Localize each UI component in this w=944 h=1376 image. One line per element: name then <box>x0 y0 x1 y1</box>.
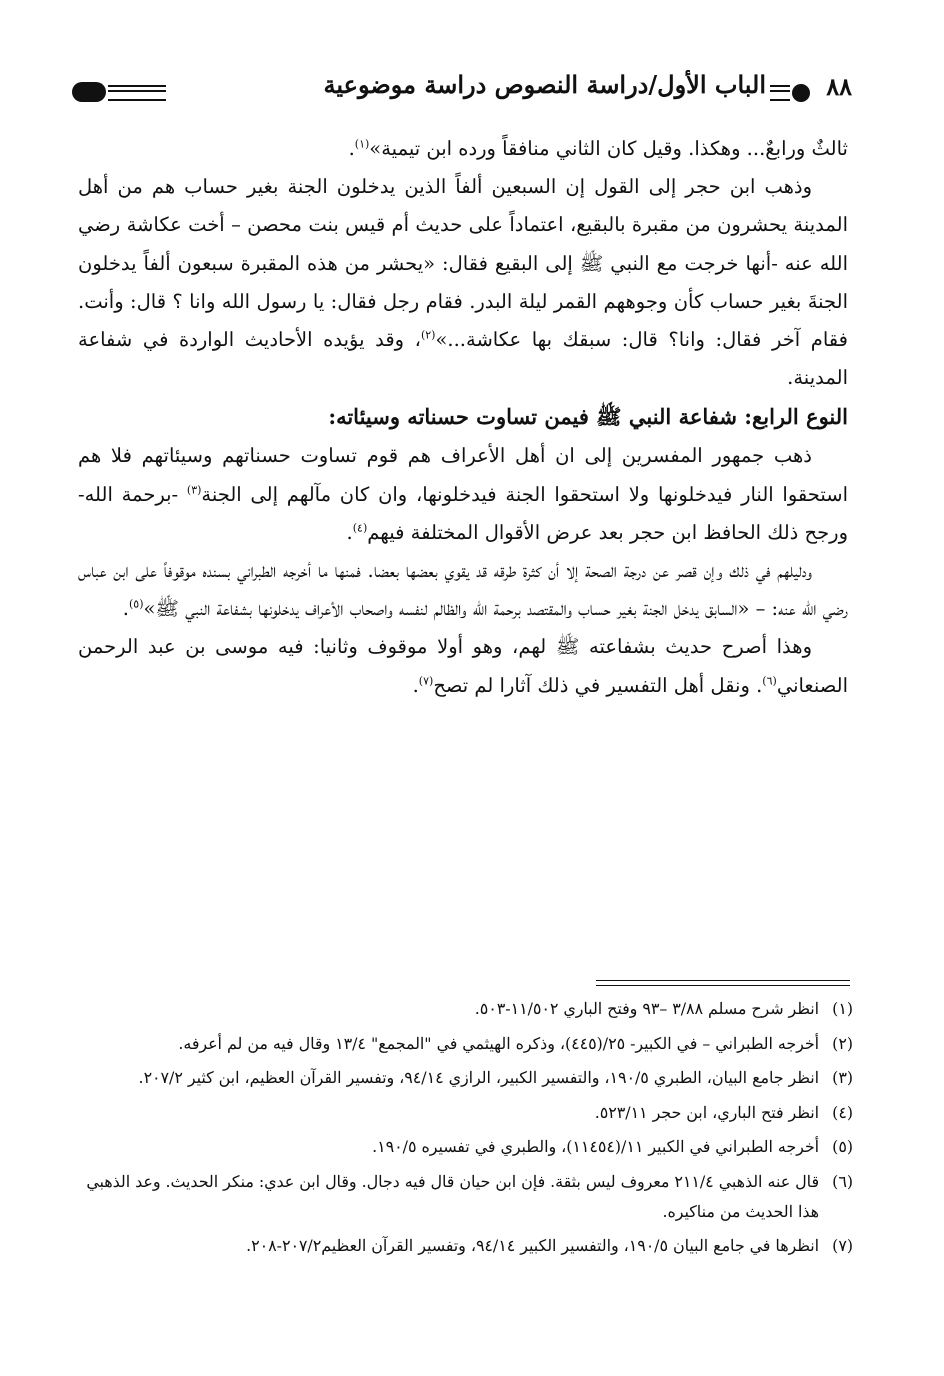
footnote-number: (٣) <box>832 1068 853 1088</box>
section-heading: النوع الرابع: شفاعة النبي ﷺ فيمن تساوت حسناته وسيئاته: <box>328 404 848 430</box>
paragraph-3: ذهب جمهور المفسرين إلى ان أهل الأعراف هم قوم تساوت حسناتهم وسيئاتهم فلا هم استحقوا النار فيدخلونها ولا استحقوا الجنة فيدخلونها، وان كان مآلهم إلى الجنة$^{(٣)}$ -برحمة الله- ورجح ذلك الحافظ ابن حجر بعد عرض الأقوال المختلفة فيهم$^{(٤)}$. <box>78 444 848 544</box>
footnote-separator <box>596 980 850 981</box>
paragraph-4: ودليلهم في ذلك وإن قصر عن درجة الصحة إلا أن كثرة طرقه قد يقوي بعضها بعضا. فمنها ما أخرجه الطبراني بسنده موقوفاً على ابن عباس رضي الله عنه: – «السابق يدخل الجنة بغير حساب والمقتصد برحمة الله والظالم لنفسه واصحاب الأعراف يدخلونها بشفاعة النبي ﷺ»$^{(٥)}$. <box>78 559 848 621</box>
footnote-7 <box>78 1231 853 1261</box>
running-header <box>72 68 862 116</box>
footnote-4 <box>78 1098 853 1128</box>
footnote-text: أخرجه الطبراني – في الكبير- ٢٥/(٤٤٥)، وذكره الهيثمي في "المجمع" ١٣/٤ وقال فيه من لم أعرفه. <box>178 1033 819 1053</box>
footnote-ref-4: (٤) <box>352 521 368 535</box>
header-rule-right <box>770 85 790 101</box>
footnote-6 <box>78 1167 853 1226</box>
paragraph-1: ثالثٌ ورابعٌ... وهكذا. وقيل كان الثاني منافقاً ورده ابن تيمية»$^{(١)}$. <box>348 137 848 160</box>
paragraph-5: وهذا أصرح حديث بشفاعته ﷺ لهم، وهو أولا موقوف وثانيا: فيه موسى بن عبد الرحمن الصنعاني$^{(٦)}$. ونقل أهل التفسير في ذلك آثارا لم تصح$^{(٧)}$. <box>78 635 848 697</box>
footnote-number: (١) <box>832 999 853 1018</box>
footnote-3 <box>78 1063 853 1093</box>
footnote-text: انظر جامع البيان، الطبري ١٩٠/٥، والتفسير الكبير، الرازي ٩٤/١٤، وتفسير القرآن العظيم، ابن كثير ٢٠٧/٢. <box>138 1068 819 1088</box>
footnote-text: أخرجه الطبراني في الكبير ١١/(١١٤٥٤)، والطبري في تفسيره ١٩٠/٥. <box>372 1137 819 1157</box>
footnote-2 <box>78 1029 853 1059</box>
footnote-number: (٦) <box>832 1171 853 1191</box>
header-ornament-bar <box>72 82 106 102</box>
paragraph-2: وذهب ابن حجر إلى القول إن السبعين ألفاً الذين يدخلون الجنة بغير حساب هم من أهل المدينة يحشرون من مقبرة بالبقيع، اعتماداً على حديث أم قيس بنت محصن – أخت عكاشة رضي الله عنه -أنها خرجت مع النبي ﷺ إلى البقيع فقال: «يحشر من هذه المقبرة سبعون ألفاً يدخلون الجنةَ بغير حساب كأن وجوههم القمر ليلة البدر. فقام رجل فقال: يا رسول الله وانا ؟ قال: وأنت. فقام آخر فقال: وانا؟ قال: سبقك بها عكاشة...»$^{(٢)}$، وقد يؤيده الأحاديث الواردة في شفاعة المدينة. <box>78 175 848 390</box>
chapter-title: الباب الأول/دراسة النصوص دراسة موضوعية <box>323 70 766 99</box>
footnote-number: (٥) <box>832 1137 853 1157</box>
page-number: ٨٨ <box>826 72 852 101</box>
footnote-text: انظر فتح الباري، ابن حجر ٥٢٣/١١. <box>594 1102 819 1122</box>
footnote-ref-3: (٣) <box>186 483 202 497</box>
footnote-ref-7: (٧) <box>418 674 434 688</box>
footnote-number: (٤) <box>832 1102 853 1122</box>
footnote-ref-1: (١) <box>354 137 370 151</box>
footnote-1 <box>78 994 853 1024</box>
footnote-5 <box>78 1132 853 1162</box>
footnote-text: انظر شرح مسلم ٣/٨٨ –٩٣ وفتح الباري ١١/٥٠٢-٥٠٣. <box>474 999 819 1018</box>
footnote-text: انظرها في جامع البيان ١٩٠/٥، والتفسير الكبير ٩٤/١٤، وتفسير القرآن العظيم٢٠٧/٢-٢٠٨. <box>246 1236 819 1256</box>
main-text <box>78 130 848 705</box>
header-rule-left <box>108 85 166 101</box>
footnotes <box>78 994 853 1266</box>
header-ornament-dot <box>792 84 810 102</box>
footnote-number: (٢) <box>832 1033 853 1053</box>
footnote-ref-5: (٥) <box>128 597 144 611</box>
footnote-separator-double <box>596 985 850 986</box>
footnote-text: قال عنه الذهبي ٢١١/٤ معروف ليس بثقة. فإن ابن حيان قال فيه دجال. وقال ابن عدي: منكر الحديث. وعد الذهبي هذا الحديث من مناكيره. <box>86 1171 819 1221</box>
footnote-ref-2: (٢) <box>420 328 436 342</box>
footnote-ref-6: (٦) <box>762 674 777 688</box>
footnote-number: (٧) <box>832 1236 853 1256</box>
